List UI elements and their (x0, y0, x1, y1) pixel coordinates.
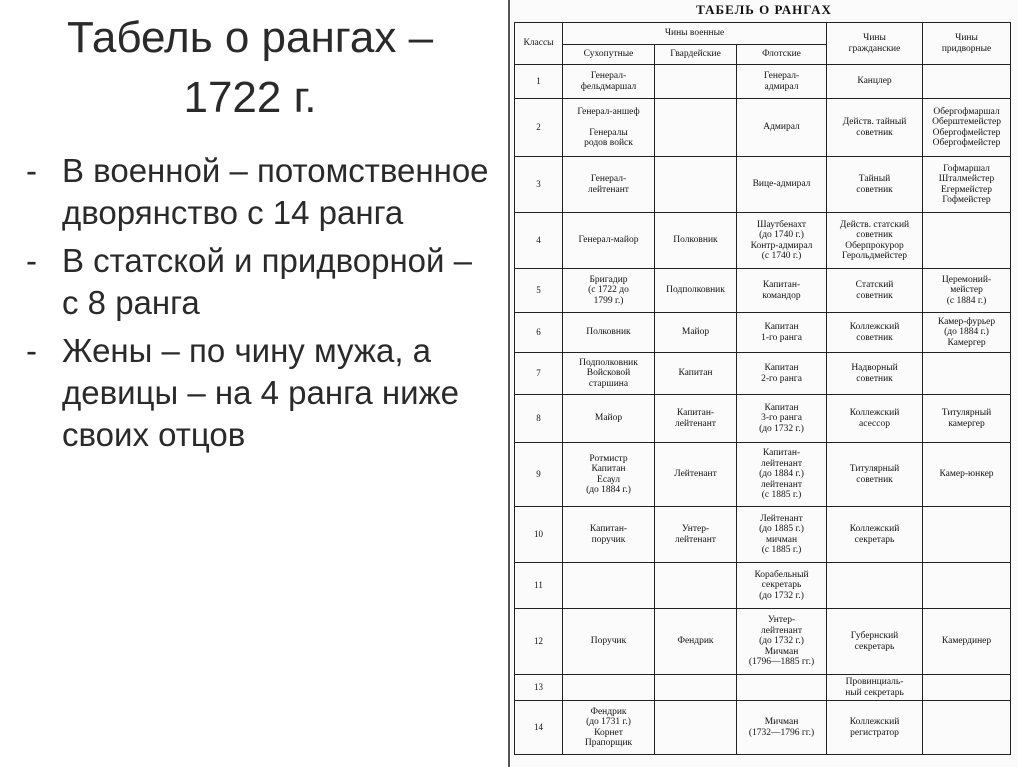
table-row (515, 443, 1011, 507)
cell-guards: Фендрик (655, 609, 737, 675)
cell-naval: Адмирал (737, 99, 827, 157)
table-row (515, 99, 1011, 157)
table-row (515, 157, 1011, 213)
table-row (515, 675, 1011, 701)
table-row (515, 65, 1011, 99)
cell-guards: Унтер- лейтенант (655, 507, 737, 563)
cell-naval: Капитан- командор (737, 269, 827, 313)
bullet-item (26, 150, 496, 234)
slide-title: Табель о рангах – 1722 г. (66, 13, 434, 122)
cell-naval: Капитан 2-го ранга (737, 353, 827, 395)
cell-court: Гофмаршал Шталмейстер Егермейстер Гофмейстер (923, 157, 1011, 213)
cell-court: Камердинер (923, 609, 1011, 675)
bullet-dash: - (26, 242, 37, 279)
cell-court: Церемоний- мейстер (с 1884 г.) (923, 269, 1011, 313)
table-row (515, 701, 1011, 755)
cell-cls: 5 (515, 269, 563, 313)
cell-land: Бригадир (с 1722 до 1799 г.) (563, 269, 655, 313)
cell-guards: Капитан- лейтенант (655, 395, 737, 443)
cell-court: Обергофмаршал Оберштемейстер Обергофмейстер Обергофмейстер (923, 99, 1011, 157)
header-land: Сухопутные (563, 45, 655, 65)
cell-guards: Подполковник (655, 269, 737, 313)
bullet-list (26, 150, 496, 462)
table-title: ТАБЕЛЬ О РАНГАХ (696, 2, 832, 17)
table-row (515, 353, 1011, 395)
cell-civil: Статский советник (827, 269, 923, 313)
cell-guards (655, 563, 737, 609)
cell-guards: Майор (655, 313, 737, 353)
cell-cls: 1 (515, 65, 563, 99)
cell-cls: 12 (515, 609, 563, 675)
cell-naval: Капитан 1-го ранга (737, 313, 827, 353)
cell-cls: 4 (515, 213, 563, 269)
cell-cls: 2 (515, 99, 563, 157)
bullet-item (26, 330, 496, 456)
cell-land: Майор (563, 395, 655, 443)
cell-guards (655, 675, 737, 701)
cell-cls: 8 (515, 395, 563, 443)
table-row (515, 395, 1011, 443)
scanned-table-image (508, 0, 1018, 767)
cell-naval: Капитан- лейтенант (до 1884 г.) лейтенант (с 1885 г.) (737, 443, 827, 507)
cell-guards: Полковник (655, 213, 737, 269)
cell-cls: 13 (515, 675, 563, 701)
bullet-dash: - (26, 152, 37, 189)
cell-court (923, 675, 1011, 701)
cell-naval: Унтер- лейтенант (до 1732 г.) Мичман (1796—1885 гг.) (737, 609, 827, 675)
cell-guards (655, 701, 737, 755)
cell-cls: 6 (515, 313, 563, 353)
cell-land: Капитан- поручик (563, 507, 655, 563)
cell-cls: 7 (515, 353, 563, 395)
header-naval: Флотские (737, 45, 827, 65)
cell-civil: Титулярный советник (827, 443, 923, 507)
cell-court (923, 563, 1011, 609)
cell-land: Генерал-аншеф Генералы родов войск (563, 99, 655, 157)
cell-court (923, 701, 1011, 755)
table-row (515, 213, 1011, 269)
bullet-text: В военной – потомственное дворянство с 14 ранга (62, 152, 489, 231)
header-military: Чины военные (563, 23, 827, 45)
cell-cls: 14 (515, 701, 563, 755)
cell-land: Подполковник Войсковой старшина (563, 353, 655, 395)
cell-land: Генерал-майор (563, 213, 655, 269)
cell-cls: 11 (515, 563, 563, 609)
cell-civil: Коллежский секретарь (827, 507, 923, 563)
cell-civil (827, 563, 923, 609)
bullet-dash: - (26, 332, 37, 369)
cell-court (923, 353, 1011, 395)
table-row (515, 269, 1011, 313)
cell-land: Генерал- фельдмаршал (563, 65, 655, 99)
cell-land (563, 675, 655, 701)
cell-civil: Провинциаль- ный секретарь (827, 675, 923, 701)
cell-cls: 9 (515, 443, 563, 507)
cell-land: Полковник (563, 313, 655, 353)
cell-court: Титулярный камергер (923, 395, 1011, 443)
cell-civil: Надворный советник (827, 353, 923, 395)
cell-guards: Капитан (655, 353, 737, 395)
cell-naval: Вице-адмирал (737, 157, 827, 213)
cell-naval (737, 675, 827, 701)
cell-civil: Канцлер (827, 65, 923, 99)
header-classes: Классы (515, 23, 563, 65)
cell-naval: Шаутбенахт (до 1740 г.) Контр-адмирал (с 1740 г.) (737, 213, 827, 269)
header-court: Чины придворные (923, 23, 1011, 65)
cell-guards (655, 65, 737, 99)
cell-naval: Мичман (1732—1796 гг.) (737, 701, 827, 755)
cell-court: Камер-юнкер (923, 443, 1011, 507)
cell-court (923, 65, 1011, 99)
cell-land: Ротмистр Капитан Есаул (до 1884 г.) (563, 443, 655, 507)
cell-civil: Коллежский регистратор (827, 701, 923, 755)
cell-civil: Действ. статский советник Оберпрокурор Герольдмейстер (827, 213, 923, 269)
table-row (515, 313, 1011, 353)
cell-naval: Генерал- адмирал (737, 65, 827, 99)
cell-guards: Лейтенант (655, 443, 737, 507)
table-row (515, 507, 1011, 563)
cell-cls: 10 (515, 507, 563, 563)
cell-court (923, 507, 1011, 563)
cell-court (923, 213, 1011, 269)
bullet-item (26, 240, 496, 324)
table-row (515, 609, 1011, 675)
table-row (515, 563, 1011, 609)
header-civil: Чины гражданские (827, 23, 923, 65)
cell-naval: Капитан 3-го ранга (до 1732 г.) (737, 395, 827, 443)
cell-naval: Корабельный секретарь (до 1732 г.) (737, 563, 827, 609)
cell-civil: Действ. тайный советник (827, 99, 923, 157)
cell-guards (655, 99, 737, 157)
cell-guards (655, 157, 737, 213)
bullet-text: В статской и придворной – с 8 ранга (62, 242, 472, 321)
cell-civil: Коллежский советник (827, 313, 923, 353)
cell-land: Генерал- лейтенант (563, 157, 655, 213)
rank-table (514, 22, 1011, 755)
cell-court: Камер-фурьер (до 1884 г.) Камергер (923, 313, 1011, 353)
cell-civil: Тайный советник (827, 157, 923, 213)
bullet-text: Жены – по чину мужа, а девицы – на 4 ранга ниже своих отцов (62, 332, 459, 453)
header-guards: Гвардейские (655, 45, 737, 65)
cell-cls: 3 (515, 157, 563, 213)
cell-civil: Коллежский асессор (827, 395, 923, 443)
cell-land (563, 563, 655, 609)
cell-land: Фендрик (до 1731 г.) Корнет Прапорщик (563, 701, 655, 755)
cell-land: Поручик (563, 609, 655, 675)
cell-civil: Губернский секретарь (827, 609, 923, 675)
cell-naval: Лейтенант (до 1885 г.) мичман (с 1885 г.) (737, 507, 827, 563)
rank-table-body (515, 65, 1011, 755)
